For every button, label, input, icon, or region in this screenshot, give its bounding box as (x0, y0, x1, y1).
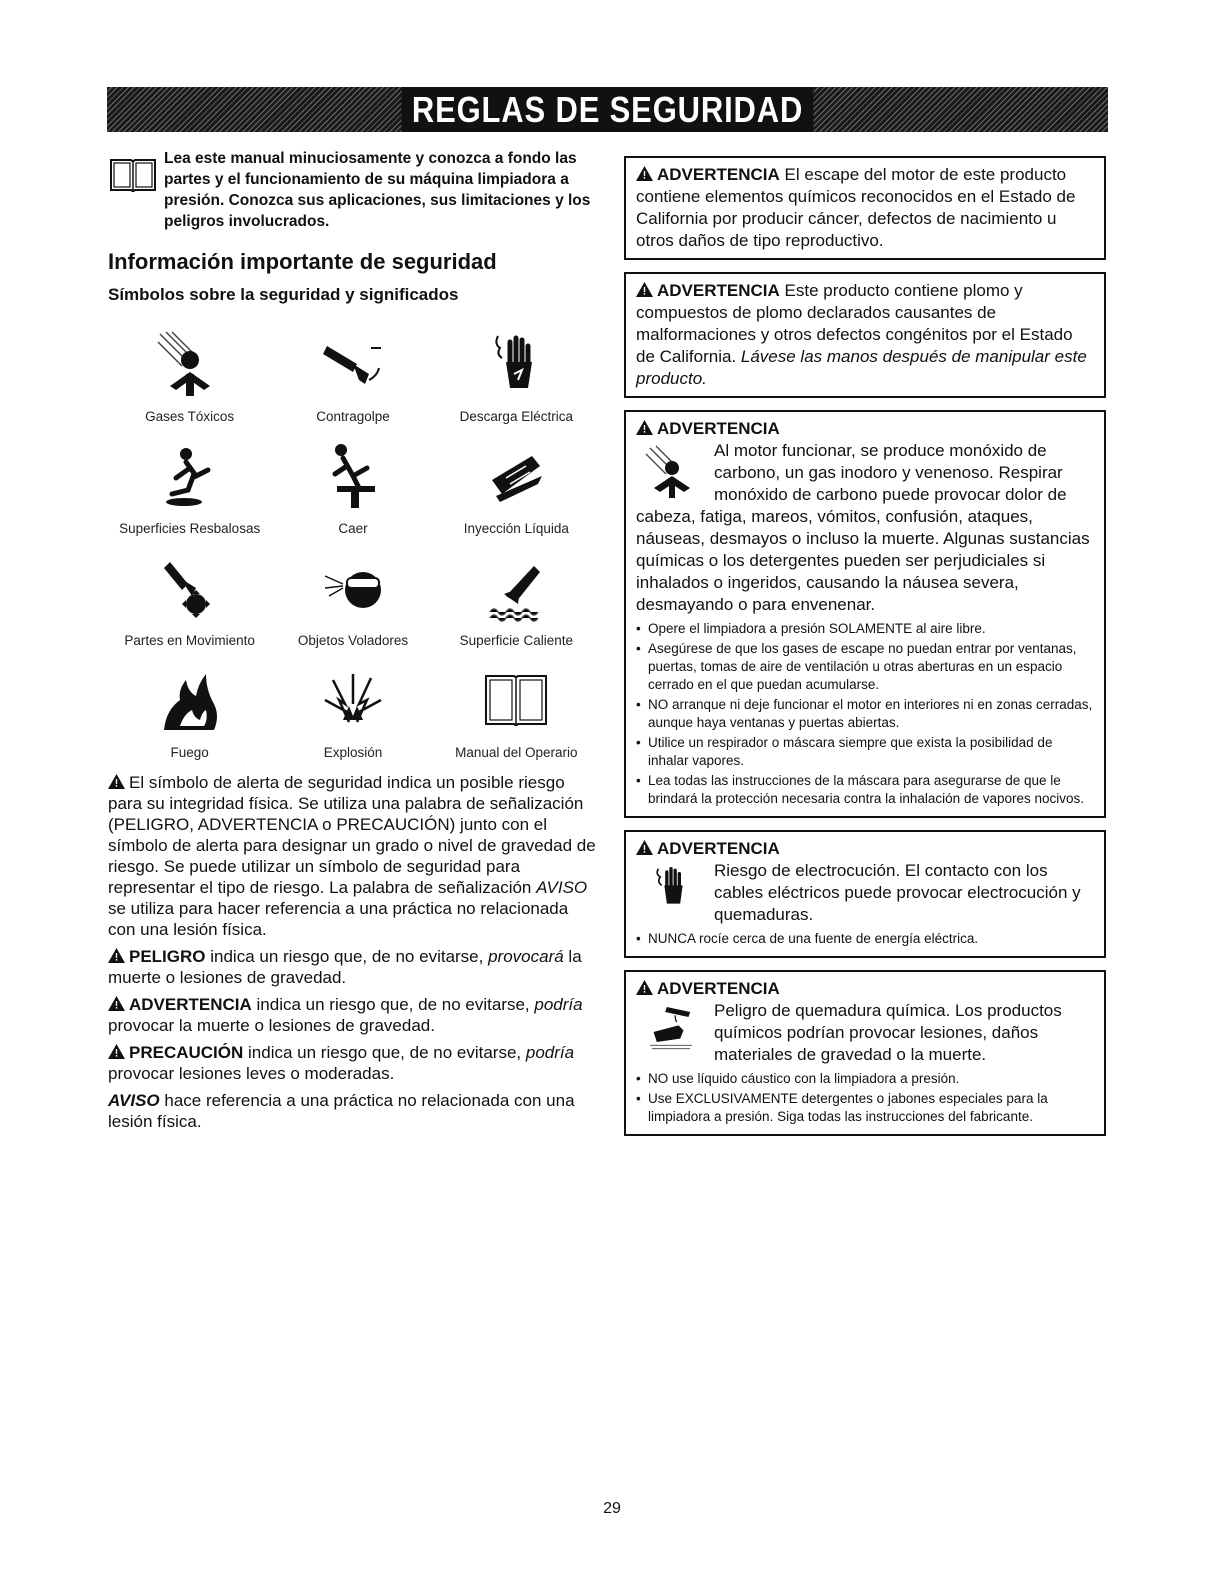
warning-box-cancer (624, 156, 1106, 260)
alert-text-b: se utiliza para hacer referencia a una práctica no relacionada con una lesión física. (108, 899, 569, 939)
warning-bullet-list (636, 930, 1094, 948)
precaucion-text-end: provocar lesiones leves o moderadas. (108, 1064, 395, 1083)
fall-icon (313, 436, 393, 516)
fluid-injection-icon (476, 436, 556, 516)
symbol-explosion (271, 660, 434, 762)
warning-heading: ADVERTENCIA (657, 165, 780, 184)
fire-icon (150, 660, 230, 740)
list-item: • Asegúrese de que los gases de escape no puedan entrar por ventanas, puertas, tomas de aire de ventilación u otras aberturas en un espacio cerrado en el que puedan acumularse. (636, 640, 1094, 694)
symbol-label: Caer (338, 521, 368, 536)
symbol-toxic-gas (108, 324, 271, 426)
warning-triangle-icon (636, 980, 653, 995)
toxic-gas-icon (150, 324, 230, 404)
page-number: 29 (603, 1500, 621, 1517)
advertencia-paragraph (108, 994, 598, 1036)
precaucion-keyword: PRECAUCIÓN (129, 1043, 244, 1062)
symbol-label: Objetos Voladores (297, 633, 409, 648)
symbol-fire (108, 660, 271, 762)
list-item: • Utilice un respirador o máscara siempre que exista la posibilidad de inhalar vapores. (636, 734, 1094, 770)
advertencia-italic: podría (534, 995, 583, 1014)
precaucion-text: indica un riesgo que, de no evitarse, (243, 1043, 526, 1062)
symbol-label: Superficies Resbalosas (119, 521, 261, 536)
peligro-keyword: PELIGRO (129, 947, 206, 966)
warning-text: Al motor funcionar, se produce monóxido de carbono, un gas inodoro y venenoso. Respirar monóxido de carbono puede provocar dolor de cabeza, fatiga, mareos, vómitos, confusión, ataques, náuseas, desmayos o incluso la muerte. Algunas sustancias químicas o los detergentes pueden ser perjudiciales si inhalados o ingeridos, causando la náusea severa, desmayando o para envenenar. (636, 441, 1090, 614)
warning-box-chemical-burn (624, 970, 1106, 1136)
warning-text: El escape del motor de este producto contiene elementos químicos reconocidos en el Estado de California por producir cáncer, defectos de nacimiento u otros daños de tipo reproductivo. (636, 165, 1076, 250)
subsection-heading: Símbolos sobre la seguridad y significados (108, 285, 459, 304)
right-column (624, 156, 1106, 1148)
moving-parts-icon (150, 548, 230, 628)
warning-triangle-icon (108, 1044, 125, 1059)
symbol-label: Partes en Movimiento (124, 633, 255, 648)
symbol-moving-parts (108, 548, 271, 650)
page-title: REGLAS DE SEGURIDAD (402, 87, 814, 132)
symbol-electric-shock (435, 324, 598, 426)
slippery-surface-icon (150, 436, 230, 516)
precaucion-italic: podría (525, 1043, 575, 1062)
warning-text: Riesgo de electrocución. El contacto con los cables eléctricos puede provocar electrocución y quemaduras. (714, 861, 1081, 924)
warning-triangle-icon (108, 774, 125, 789)
aviso-text: hace referencia a una práctica no relacionada con una lesión física. (108, 1091, 575, 1131)
chemical-burn-icon (636, 1002, 706, 1052)
advertencia-text-end: provocar la muerte o lesiones de gravedad. (108, 1016, 435, 1035)
intro-note (108, 148, 598, 232)
warning-box-electrocution (624, 830, 1106, 958)
explosion-icon (313, 660, 393, 740)
left-column (108, 148, 598, 1132)
aviso-word: AVISO (536, 878, 588, 897)
warning-heading: ADVERTENCIA (657, 281, 780, 300)
list-item: • Opere el limpiadora a presión SOLAMENTE al aire libre. (636, 620, 1094, 638)
symbol-kickback (271, 324, 434, 426)
list-item: • NO arranque ni deje funcionar el motor en interiores ni en zonas cerradas, aunque haya ventanas y puertas abiertas. (636, 696, 1094, 732)
warning-box-carbon-monoxide (624, 410, 1106, 818)
warning-box-lead (624, 272, 1106, 398)
symbol-label: Contragolpe (316, 409, 390, 424)
symbol-slippery-surface (108, 436, 271, 538)
symbol-hot-surface (435, 548, 598, 650)
warning-triangle-icon (636, 420, 653, 435)
hot-surface-icon (476, 548, 556, 628)
symbol-flying-objects (271, 548, 434, 650)
symbol-label: Explosión (323, 745, 383, 760)
peligro-text-end: la muerte o lesiones de gravedad. (108, 947, 582, 987)
aviso-paragraph (108, 1090, 598, 1132)
peligro-paragraph (108, 946, 598, 988)
warning-heading: ADVERTENCIA (657, 979, 780, 998)
symbol-label: Manual del Operario (455, 745, 578, 760)
warning-bullet-list (636, 620, 1094, 808)
symbol-label: Fuego (170, 745, 209, 760)
symbol-label: Descarga Eléctrica (459, 409, 573, 424)
warning-triangle-icon (636, 282, 653, 297)
alert-text-a: El símbolo de alerta de seguridad indica un posible riesgo para su integridad física. Se utiliza una palabra de señalización (PELIGRO, ADVERTENCIA o PRECAUCIÓN) junto con el símbolo de alerta para designar un grado o nivel de gravedad de riesgo. Se puede utilizar un símbolo de seguridad para representar el tipo de riesgo. La palabra de señalización (108, 773, 596, 897)
warning-triangle-icon (108, 948, 125, 963)
title-banner (107, 87, 1108, 132)
warning-bullet-list (636, 1070, 1094, 1126)
peligro-italic: provocará (488, 947, 564, 966)
flying-objects-icon (313, 548, 393, 628)
list-item: • Lea todas las instrucciones de la máscara para asegurarse de que le brindará la protección necesaria contra la inhalación de vapores nocivos. (636, 772, 1094, 808)
intro-text: Lea este manual minuciosamente y conozca a fondo las partes y el funcionamiento de su máquina limpiadora a presión. Conozca sus aplicaciones, sus limitaciones y los peligros involucrados. (164, 150, 591, 230)
warning-text: Peligro de quemadura química. Los productos químicos podrían provocar lesiones, daños materiales de gravedad o la muerte. (714, 1001, 1062, 1064)
warning-triangle-icon (108, 996, 125, 1011)
toxic-gas-icon (636, 442, 706, 502)
symbol-label: Inyección Líquida (463, 521, 569, 536)
list-item: • NO use líquido cáustico con la limpiadora a presión. (636, 1070, 1094, 1088)
book-icon (108, 154, 158, 194)
list-item: • NUNCA rocíe cerca de una fuente de energía eléctrica. (636, 930, 1094, 948)
list-item: • Use EXCLUSIVAMENTE detergentes o jabones especiales para la limpiadora a presión. Siga todas las instrucciones del fabricante. (636, 1090, 1094, 1126)
electric-shock-icon (476, 324, 556, 404)
operator-manual-icon (476, 660, 556, 740)
peligro-text: indica un riesgo que, de no evitarse, (205, 947, 489, 966)
warning-heading: ADVERTENCIA (657, 839, 780, 858)
precaucion-paragraph (108, 1042, 598, 1084)
advertencia-keyword: ADVERTENCIA (129, 995, 252, 1014)
symbol-fall (271, 436, 434, 538)
warning-italic-text: Lávese las manos después de manipular este producto. (636, 347, 1087, 388)
advertencia-text: indica un riesgo que, de no evitarse, (251, 995, 535, 1014)
safety-symbol-grid (108, 324, 598, 762)
kickback-icon (313, 324, 393, 404)
warning-triangle-icon (636, 840, 653, 855)
warning-text: Este producto contiene plomo y compuestos de plomo declarados causantes de malformaciones y otros defectos congénitos por el Estado de California. (636, 281, 1073, 366)
electric-shock-icon (636, 862, 706, 912)
symbol-fluid-injection (435, 436, 598, 538)
symbol-operator-manual (435, 660, 598, 762)
symbol-label: Gases Tóxicos (145, 409, 235, 424)
aviso-keyword: AVISO (108, 1091, 160, 1110)
section-heading: Información importante de seguridad (108, 249, 497, 274)
warning-heading: ADVERTENCIA (657, 419, 780, 438)
warning-triangle-icon (636, 166, 653, 181)
symbol-label: Superficie Caliente (459, 633, 573, 648)
alert-symbol-paragraph (108, 772, 598, 940)
